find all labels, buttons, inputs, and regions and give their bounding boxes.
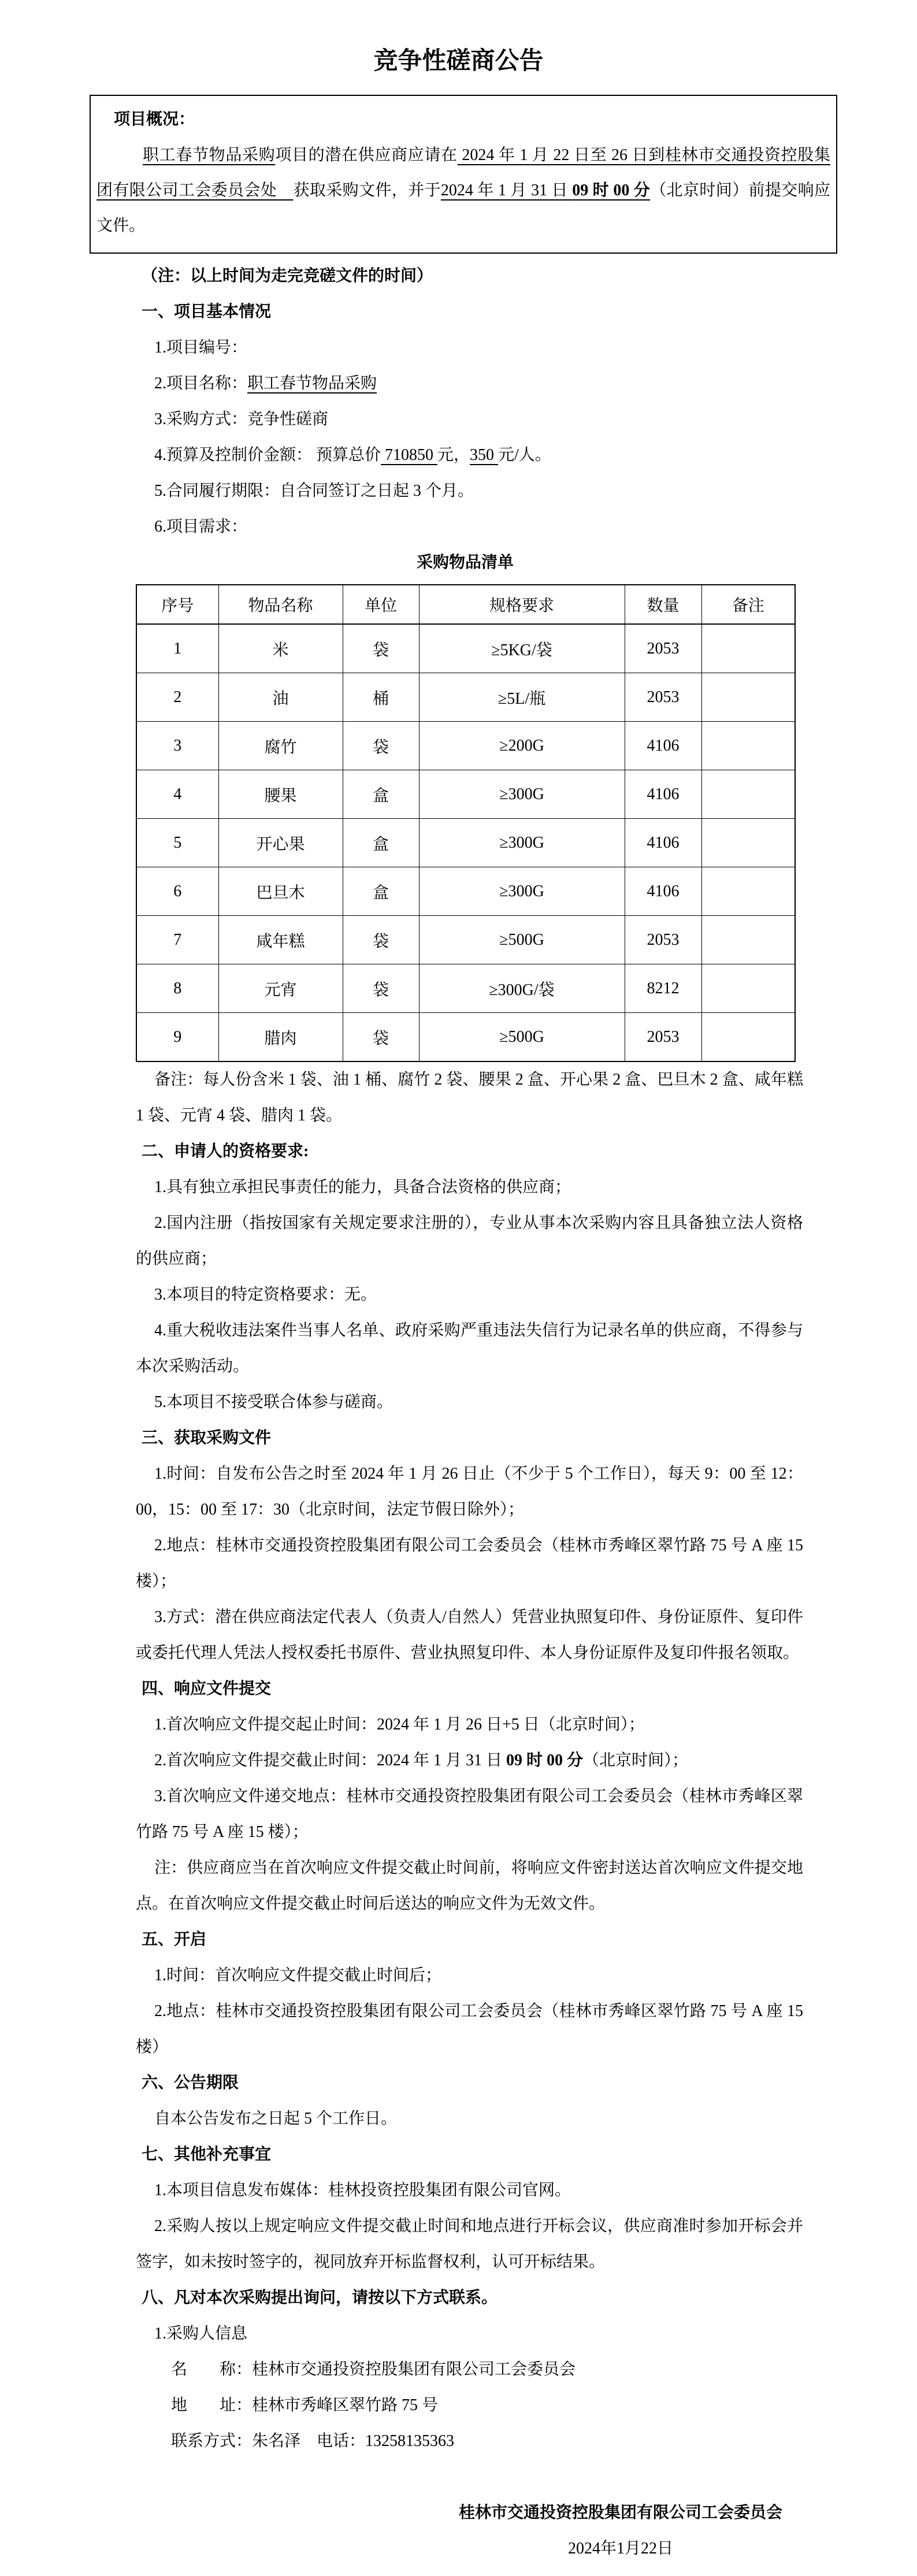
text-segment: 采购物品清单 (416, 554, 514, 571)
list-item (136, 1313, 803, 1384)
table-cell: 油 (218, 673, 343, 722)
list-item (136, 1850, 803, 1922)
footer-date: 2024年1月22日 (567, 2540, 673, 2558)
table-cell (701, 916, 795, 964)
text-segment: 2.项目名称： (154, 374, 248, 392)
table-cell (701, 867, 795, 916)
text-segment: 3.首次响应文件递交地点：桂林市交通投资控股集团有限公司工会委员会（桂林市秀峰区翠竹路 75 号 A 座 15 楼）； (136, 1787, 803, 1841)
table-cell: 4106 (625, 770, 701, 819)
text-segment: 四、响应文件提交 (142, 1680, 272, 1698)
table-cell: 3 (136, 722, 218, 770)
table-row (136, 722, 795, 770)
table-row (136, 770, 795, 819)
text-segment: 1.时间：首次响应文件提交截止时间后； (154, 1966, 442, 1984)
text-segment: （北京时间）前提交响应文件。 (96, 181, 830, 235)
table-cell: 袋 (343, 916, 419, 964)
list-item (136, 1170, 803, 1205)
table-cell: 袋 (343, 964, 419, 1013)
table-cell: 2053 (625, 1013, 701, 1062)
list-item (136, 1707, 803, 1743)
table-cell (701, 673, 795, 722)
section-heading (136, 2280, 803, 2316)
section-heading (136, 2137, 803, 2173)
section-heading (136, 2065, 803, 2101)
table-cell: 2053 (625, 673, 701, 722)
table-row (136, 624, 795, 673)
table-cell (701, 624, 795, 673)
text-segment: 5.本项目不接受联合体参与磋商。 (154, 1393, 393, 1411)
table-cell: 4106 (625, 819, 701, 867)
footer (0, 2495, 917, 2567)
table-cell (701, 819, 795, 867)
text-segment: 6.项目需求： (154, 518, 248, 536)
table-header-cell: 序号 (136, 585, 218, 624)
section-heading (136, 294, 803, 330)
text-segment: （北京时间）； (583, 1751, 689, 1769)
text-segment: 3.方式：潜在供应商法定代表人（负责人/自然人）凭营业执照复印件、身份证原件、复印件或委托代理人凭法人授权委托书原件、营业执照复印件、本人身份证原件及复印件报名领取。 (136, 1608, 803, 1662)
list-item (136, 473, 803, 509)
table-cell: 袋 (343, 722, 419, 770)
list-item (136, 1384, 803, 1420)
list-item (136, 1277, 803, 1313)
table-cell: 2053 (625, 624, 701, 673)
text-segment: 八、凡对本次采购提出询问，请按以下方式联系。 (142, 2289, 498, 2307)
text-segment: 项目的潜在供应商应请在 (275, 146, 458, 164)
table-header-cell: 数量 (625, 585, 701, 624)
text-segment: 09 时 00 分 (506, 1751, 584, 1769)
table-cell: 2 (136, 673, 218, 722)
table-cell: 5 (136, 819, 218, 867)
table-cell: 2053 (625, 916, 701, 964)
table-cell: ≥500G (419, 1013, 625, 1062)
table-cell: 开心果 (218, 819, 343, 867)
list-item (136, 2208, 803, 2280)
text-segment: 4.重大税收违法案件当事人名单、政府采购严重违法失信行为记录名单的供应商，不得参与本次采购活动。 (136, 1322, 803, 1375)
table-header-row (136, 585, 795, 624)
table-cell: 4106 (625, 867, 701, 916)
table-row (136, 964, 795, 1013)
list-item (136, 1743, 803, 1779)
text-segment: 获取采购文件，并于 (293, 181, 441, 199)
table-row (136, 673, 795, 722)
note-line (136, 258, 803, 294)
contact-line (136, 2423, 803, 2459)
overview-box (90, 95, 837, 254)
text-segment: 元， (437, 446, 470, 464)
table-cell: 盒 (343, 867, 419, 916)
text-segment: 2.国内注册（指按国家有关规定要求注册的），专业从事本次采购内容且具备独立法人资格的供应商； (136, 1214, 803, 1268)
table-cell: 袋 (343, 1013, 419, 1062)
text-segment: 2.地点：桂林市交通投资控股集团有限公司工会委员会（桂林市秀峰区翠竹路 75 号 A 座 15 楼）； (136, 1536, 803, 1590)
contact-line (136, 2388, 803, 2423)
list-item (136, 509, 803, 545)
table-cell: 咸年糕 (218, 916, 343, 964)
text-segment: 1.时间：自发布公告之时至 2024 年 1 月 26 日止（不少于 5 个工作日），每天 9：00 至 12：00，15：00 至 17：30（北京时间，法定节假日除外）； (136, 1465, 803, 1519)
table-cell: ≥500G (419, 916, 625, 964)
text-segment: 备注：每人份含米 1 袋、油 1 桶、腐竹 2 袋、腰果 2 盒、开心果 2 盒、巴旦木 2 盒、咸年糕 1 袋、元宵 4 袋、腊肉 1 袋。 (136, 1071, 803, 1124)
table-cell: 7 (136, 916, 218, 964)
text-segment: 一、项目基本情况 (142, 303, 272, 321)
table-row (136, 916, 795, 964)
table-cell: 元宵 (218, 964, 343, 1013)
table-header-cell: 规格要求 (419, 585, 625, 624)
text-segment: 六、公告期限 (142, 2074, 239, 2092)
table-cell: 米 (218, 624, 343, 673)
table-cell (701, 770, 795, 819)
table-header-cell: 物品名称 (218, 585, 343, 624)
text-segment: 联系方式：朱名泽 电话：13258135363 (171, 2432, 455, 2450)
footer-org: 桂林市交通投资控股集团有限公司工会委员会 (458, 2504, 782, 2522)
table-cell: ≥300G (419, 867, 625, 916)
table-cell: ≥200G (419, 722, 625, 770)
footer-signature-block (459, 2495, 782, 2567)
table-row (136, 819, 795, 867)
table-cell: 腐竹 (218, 722, 343, 770)
list-item (136, 1599, 803, 1671)
list-item (136, 366, 803, 402)
table-cell: 8212 (625, 964, 701, 1013)
table-cell: 4 (136, 770, 218, 819)
list-item (136, 1958, 803, 1994)
text-segment: 710850 (381, 446, 438, 464)
table-cell: 4106 (625, 722, 701, 770)
text-segment: 2024 年 1 月 22 日至 26 日到桂林市交通投资控股集团有限公司工会委员会处 (96, 146, 830, 199)
table-cell: 盒 (343, 819, 419, 867)
list-item (136, 1205, 803, 1277)
table-cell: 桶 (343, 673, 419, 722)
text-segment: 1.项目编号： (154, 339, 248, 357)
section-heading (136, 1134, 803, 1170)
text-segment: 三、获取采购文件 (142, 1429, 272, 1447)
table-header-cell: 单位 (343, 585, 419, 624)
table-title (136, 545, 795, 581)
list-item (136, 1528, 803, 1599)
text-segment: 09 时 00 分 (572, 181, 651, 199)
text-segment: 5.合同履行期限：自合同签订之日起 3 个月。 (154, 482, 474, 500)
text-segment: 4.预算及控制价金额： 预算总价 (154, 446, 381, 464)
text-segment: 3.本项目的特定资格要求：无。 (154, 1286, 377, 1304)
section-heading (136, 1922, 803, 1958)
section-heading (136, 1420, 803, 1456)
text-segment: 1.采购人信息 (154, 2325, 248, 2343)
table-cell: 8 (136, 964, 218, 1013)
text-segment: 职工春节物品采购 (247, 374, 377, 392)
text-segment: 3.采购方式：竞争性磋商 (154, 410, 329, 428)
list-item (136, 1062, 803, 1134)
document-body (136, 258, 803, 2459)
text-segment: 二、申请人的资格要求: (142, 1142, 309, 1160)
text-segment: 350 (470, 446, 499, 464)
table-cell: ≥5L/瓶 (419, 673, 625, 722)
overview-paragraph (96, 138, 830, 243)
table-cell: 6 (136, 867, 218, 916)
table-row (136, 1013, 795, 1062)
text-segment: 2.首次响应文件提交截止时间：2024 年 1 月 31 日 (154, 1751, 507, 1769)
table-cell: ≥300G (419, 819, 625, 867)
table-cell (701, 964, 795, 1013)
table-cell: ≥300G/袋 (419, 964, 625, 1013)
text-segment: 元/人。 (498, 446, 551, 464)
list-item (136, 2173, 803, 2208)
text-segment: （注：以上时间为走完竞磋文件的时间） (142, 267, 433, 285)
page-title: 竞争性磋商公告 (373, 48, 544, 75)
text-segment: 2.采购人按以上规定响应文件提交截止时间和地点进行开标会议，供应商准时参加开标会并签字，如未按时签字的，视同放弃开标监督权利，认可开标结果。 (136, 2217, 803, 2271)
text-segment: 自本公告发布之日起 5 个工作日。 (154, 2110, 398, 2128)
list-item (136, 1994, 803, 2065)
table-cell: 9 (136, 1013, 218, 1062)
text-segment: 注：供应商应当在首次响应文件提交截止时间前，将响应文件密封送达首次响应文件提交地点。在首次响应文件提交截止时间后送达的响应文件为无效文件。 (136, 1859, 803, 1913)
table-cell: 1 (136, 624, 218, 673)
list-item (136, 330, 803, 366)
contact-line (136, 2352, 803, 2388)
table-cell: ≥5KG/袋 (419, 624, 625, 673)
text-segment: 地 址：桂林市秀峰区翠竹路 75 号 (171, 2396, 439, 2414)
table-cell (701, 722, 795, 770)
list-item (136, 437, 803, 473)
list-item (136, 2316, 803, 2352)
list-item (136, 402, 803, 437)
text-segment: 1.首次响应文件提交起止时间：2024 年 1 月 26 日+5 日（北京时间）； (154, 1716, 645, 1734)
text-segment: 1.本项目信息发布媒体：桂林投资控股集团有限公司官网。 (154, 2181, 571, 2199)
text-segment: 五、开启 (142, 1931, 207, 1948)
text-segment: 1.具有独立承担民事责任的能力，具备合法资格的供应商； (154, 1178, 571, 1196)
text-segment: 2.地点：桂林市交通投资控股集团有限公司工会委员会（桂林市秀峰区翠竹路 75 号 A 座 15 楼） (136, 2002, 803, 2056)
list-item (136, 1456, 803, 1528)
text-segment: 名 称：桂林市交通投资控股集团有限公司工会委员会 (171, 2360, 576, 2378)
text-segment: 职工春节物品采购 (143, 146, 276, 164)
table-header-cell: 备注 (701, 585, 795, 624)
table-cell: 腊肉 (218, 1013, 343, 1062)
items-table (136, 584, 796, 1062)
text-segment: 2024 年 1 月 31 日 (440, 181, 573, 199)
table-cell: 腰果 (218, 770, 343, 819)
table-cell (701, 1013, 795, 1062)
list-item (136, 1779, 803, 1850)
table-cell: 巴旦木 (218, 867, 343, 916)
table-cell: ≥300G (419, 770, 625, 819)
table-cell: 袋 (343, 624, 419, 673)
overview-label: 项目概况： (114, 110, 195, 128)
section-heading (136, 1671, 803, 1707)
text-segment: 七、其他补充事宜 (142, 2146, 272, 2163)
list-item (136, 2101, 803, 2137)
table-cell: 盒 (343, 770, 419, 819)
table-row (136, 867, 795, 916)
